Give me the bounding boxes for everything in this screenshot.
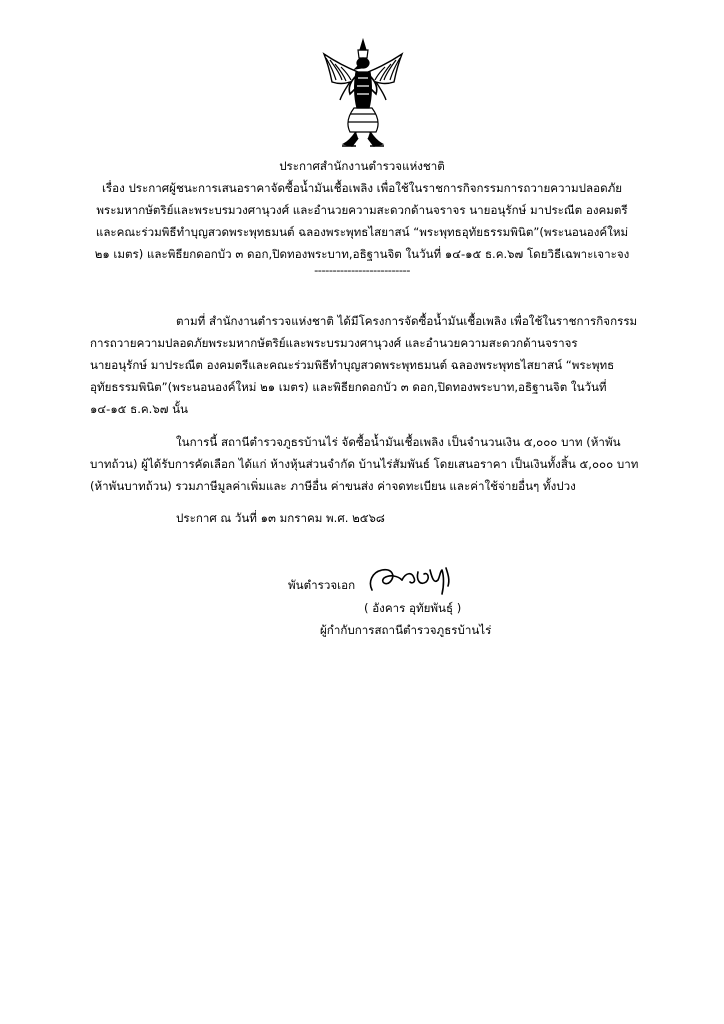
paragraph-2-line-3: (ห้าพันบาทถ้วน) รวมภาษีมูลค่าเพิ่มและ ภาษีอื่น ค่าขนส่ง ค่าจดทะเบียน และค่าใช้จ่ายอื่นๆ ทั้งปวง	[90, 479, 576, 493]
paragraph-1-line-4: อุทัยธรรมพินิต”(พระนอนองค์ใหม่ ๒๑ เมตร) และพิธียกดอกบัว ๓ ดอก,ปิดทองพระบาท,อธิฐานจิต ในวันที่	[90, 380, 607, 394]
paragraph-1-line-1: ตามที่ สำนักงานตำรวจแห่งชาติ ได้มีโครงการจัดซื้อน้ำมันเชื้อเพลิง เพื่อใช้ในราชการกิจกรรม	[176, 314, 638, 328]
garuda-emblem-icon	[320, 38, 406, 150]
document-title: ประกาศสำนักงานตำรวจแห่งชาติ	[279, 159, 445, 173]
handwritten-signature	[366, 560, 456, 596]
subject-line-3: และคณะร่วมพิธีทำบุญสวดพระพุทธมนต์ ฉลองพระพุทธไสยาสน์ “พระพุทธอุทัยธรรมพินิต”(พระนอนองค์ใหม่	[95, 225, 629, 239]
heading-divider: --------------------------	[314, 263, 410, 277]
subject-line-4: ๒๑ เมตร) และพิธียกดอกบัว ๓ ดอก,ปิดทองพระบาท,อธิฐานจิต ในวันที่ ๑๔-๑๕ ธ.ค.๖๗ โดยวิธีเฉพาะเจาะจง	[94, 247, 630, 261]
signatory-rank: พันตำรวจเอก	[288, 578, 356, 592]
subject-line-1: เรื่อง ประกาศผู้ชนะการเสนอราคาจัดซื้อน้ำมันเชื้อเพลิง เพื่อใช้ในราชการกิจกรรมการถวายความปลอดภัย	[101, 181, 623, 195]
announcement-date: ประกาศ ณ วันที่ ๑๓ มกราคม พ.ศ. ๒๕๖๘	[176, 511, 385, 525]
paragraph-2-line-2: บาทถ้วน) ผู้ได้รับการคัดเลือก ได้แก่ ห้างหุ้นส่วนจำกัด บ้านไร่สัมพันธ์ โดยเสนอราคา เป็นเงินทั้งสิ้น ๕,๐๐๐ บาท	[90, 457, 639, 471]
paragraph-1-line-5: ๑๔-๑๕ ธ.ค.๖๗ นั้น	[90, 402, 188, 416]
subject-line-2: พระมหากษัตริย์และพระบรมวงศานุวงศ์ และอำนวยความสะดวกด้านจราจร นายอนุรักษ์ มาประณีต องคมตรี	[96, 203, 628, 217]
paragraph-1-line-3: นายอนุรักษ์ มาประณีต องคมตรีและคณะร่วมพิธีทำบุญสวดพระพุทธมนต์ ฉลองพระพุทธไสยาสน์ “พระพุทธ	[90, 358, 615, 372]
paragraph-1-line-2: การถวายความปลอดภัยพระมหากษัตริย์และพระบรมวงศานุวงศ์ และอำนวยความสะดวกด้านจราจร	[90, 336, 578, 350]
signatory-name: ( อังคาร อุทัยพันธุ์ )	[364, 601, 462, 615]
signatory-position: ผู้กำกับการสถานีตำรวจภูธรบ้านไร่	[320, 623, 492, 637]
paragraph-2-line-1: ในการนี้ สถานีตำรวจภูธรบ้านไร่ จัดซื้อน้ำมันเชื้อเพลิง เป็นจำนวนเงิน ๕,๐๐๐ บาท (ห้าพัน	[176, 435, 621, 449]
